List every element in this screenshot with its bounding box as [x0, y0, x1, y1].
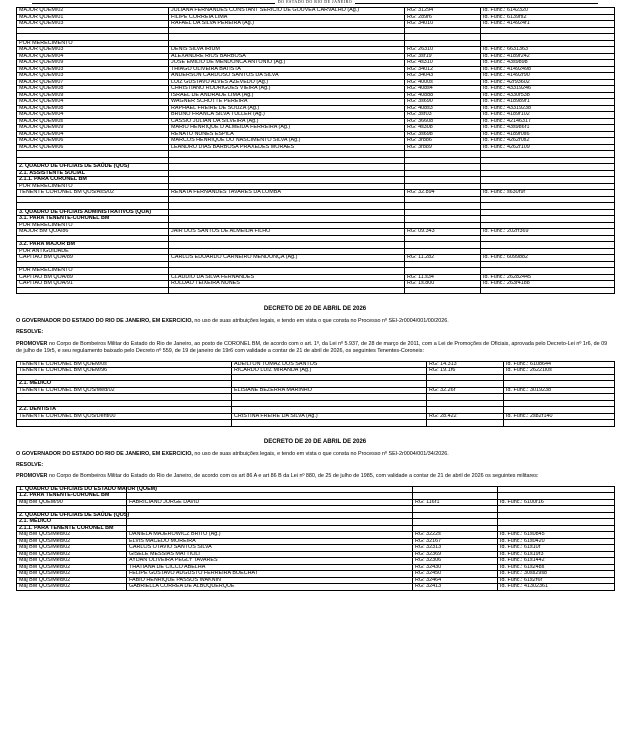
table-cell: Id. Func.: 6631363 [481, 47, 615, 54]
table-cell: ALEXANDRE RIOS BARBOSA [169, 53, 405, 60]
table-cell: 2.1.1. PARA CORONEL BM [17, 177, 169, 184]
table-cell: 1.2. PARA TENENTE-CORONEL BM [17, 493, 127, 500]
table-cell: Id. Func.: 26221l0s [504, 368, 615, 375]
table-cell: MAJOR QOEM/02 [17, 8, 169, 15]
table-cell: Id. Func.: 4189r102 [481, 112, 615, 119]
decree-2-resolve: RESOLVE: [16, 462, 44, 469]
table-cell: BRUNO FRANCA SILVA TULLER (Ag.) [169, 112, 405, 119]
table-cell: 2. QUADRO DE OFICIAIS DE SAÚDE (QOS) [17, 164, 169, 171]
table-cell: Id. Func.: 61s10r [498, 545, 615, 552]
table-cell: WAGNER SCHOTTE PEREIRA [169, 99, 405, 106]
table-cell: RG: 408s4 [405, 86, 481, 93]
table-cell: LEANDRO DIAS BARBOSA PRAXEDES MORAES [169, 144, 405, 151]
table-cell: Id. Func.: s630r9r [481, 190, 615, 197]
table-cell: Id. Func.: 43319238 [481, 105, 615, 112]
decree-1-intro: O GOVERNADOR DO ESTADO DO RIO DE JANEIRO, EM EXERCICIO, no uso de suas atribuições legais, e tendo em vista o que consta no Processo nº SEI-2r0004/001/00/2026. [16, 318, 449, 324]
table-cell: Maj BM QOEM/90 [17, 499, 127, 506]
table-cell: Id. Func.: 4262r109 [481, 144, 615, 151]
table-cell: RG: 28.422 [427, 413, 504, 420]
table-cell: RG: 3222s [413, 532, 498, 539]
table-cell: 2.1. MÉDICO [17, 519, 127, 526]
table-cell: TENENTE CORONEL BM QOS/AsS/02 [17, 190, 169, 197]
table-cell: Id. Func.: 43s9898 [481, 60, 615, 67]
table-cell: Id. Func.: 3019238 [504, 387, 615, 394]
table-cell: CHRISTIANO RODRIGUES VIEIRA (Ag.) [169, 86, 405, 93]
table-cell: MAJOR QOEM/08 [17, 105, 169, 112]
table-cell: Id. Func.: 2s82r140 [504, 413, 615, 420]
table-cell: RG: 34012 [405, 66, 481, 73]
table-cell: RAPHAEL FREIRE DE SOUZA (Ag.) [169, 105, 405, 112]
table-cell: RG: 32313 [413, 545, 498, 552]
table-cell: Id. Func.: 4262r0s2 [481, 138, 615, 145]
table-cell: Maj BM QOS/Méd/02 [17, 532, 127, 539]
table-cell: ADEILTON TOMAZ DOS SANTOS [232, 361, 427, 368]
decree-1-resolve: RESOLVE: [16, 329, 44, 336]
decree-2-body: PROMOVER no Corpo de Bombeiros Militar do Estado do Rio de Janeiro, de acordo com os art 86 A e art 86 B da Lei nº 880, de 25 de julho de 1985, com validade a contar de 21 de abril de 2026 os seguintes militares: [16, 473, 539, 480]
table-cell: Id. Func.: 61s0420 [498, 538, 615, 545]
table-cell: POR MERECIMENTO [17, 268, 169, 275]
table-cell: Id. Func.: 43319246 [481, 86, 615, 93]
table-cell: Id. Func.: 418989r1 [481, 99, 615, 106]
table-cell: RG: 408s3 [405, 105, 481, 112]
table-cell: RAFAEL DA SILVA PEREIRA (Ag.) [169, 21, 405, 28]
table-cell: RG: 32464 [413, 577, 498, 584]
table-cell: Id. Func.: 6139rs2 [481, 14, 615, 21]
table-cell: MAJOR QOEM/03 [17, 47, 169, 54]
table-cell: Maj BM QOS/Méd/02 [17, 551, 127, 558]
table-cell: CARLOS EDUARDO CARNEIRO MENDONÇA (Ag.) [169, 255, 405, 262]
table-cell: CLAUDIO DA SILVA FERNANDES [169, 274, 405, 281]
table-cell: ANDERSON CARDOSO SANTOS DA SILVA [169, 73, 405, 80]
table-cell: 2. QUADRO DE OFICIAIS DE SAÚDE (QOS) [17, 512, 127, 519]
table-cell: MAJOR QOEM/06 [17, 144, 169, 151]
table-cell: MAJOR QOEM/08 [17, 86, 169, 93]
table-cell: RG: 14.313 [427, 361, 504, 368]
table-cell: Maj BM QOS/Méd/02 [17, 584, 127, 591]
table-cell: RG: 31294 [405, 8, 481, 15]
table-cell [17, 287, 169, 294]
table-cell: Id. Func.: 414924r1 [481, 21, 615, 28]
table-row [17, 287, 615, 294]
table-row [17, 413, 615, 420]
table-cell: RG: 4s310 [405, 60, 481, 67]
table-cell: MAJOR QOEM/0s [17, 118, 169, 125]
table-cell: GISELE MESSIAS MATTIOLI [127, 551, 413, 558]
table-cell: MAJOR QOEM/09 [17, 92, 169, 99]
table-cell: Id. Func.: 4189r242 [481, 53, 615, 60]
table-cell: RG: 116r1 [413, 499, 498, 506]
table-cell: RG: 3s690 [405, 99, 481, 106]
table-cell: RG: 32430 [413, 564, 498, 571]
table-cell: MAJOR QOEM/03 [17, 21, 169, 28]
table-cell: 2.1. ASSISTENTE SOCIAL [17, 170, 169, 177]
table-cell: Maj BM QOS/Méd/02 [17, 564, 127, 571]
table-cell [232, 420, 427, 427]
table-cell: LUIZ GUSTAVO ALVES AZEVEDO (Ag.) [169, 79, 405, 86]
table-cell: RG: 09.343 [405, 229, 481, 236]
table-cell: CASSIO JULIAN DA SILVEIRA (Ag.) [169, 118, 405, 125]
decree-2-title: DECRETO DE 20 DE ABRIL DE 2026 [263, 438, 367, 445]
table-cell: TENENTE CORONEL BM QOS/Dent/00 [17, 413, 232, 420]
table-cell: Id. Func.: 43s986r1 [481, 125, 615, 132]
table-cell: RG: 3sr19 [405, 53, 481, 60]
table-cell: 2.1.1. PARA TENENTE CORONEL BM [17, 525, 127, 532]
table-cell: CRISTINA FREIRE DA SILVA (Ag.) [232, 413, 427, 420]
table-cell: ROLDAO TEIXEIRA NUNES [169, 281, 405, 288]
table-cell: Id. Func.: 30ss29s8 [498, 571, 615, 578]
table-cell: RG: 32413 [413, 584, 498, 591]
masthead [16, 0, 614, 7]
table-cell: RG: 3r886 [405, 138, 481, 145]
table-cell: RG: 19.1r6 [427, 368, 504, 375]
table-cell: RG: 4s308 [405, 125, 481, 132]
table-cell [504, 420, 615, 427]
table-cell: RG: 32306 [413, 558, 498, 565]
table-cell: MAJOR QOEM/03 [17, 73, 169, 80]
table-cell: 2.2. DENTISTA [17, 407, 232, 414]
table-cell: RG: 3sr03 [405, 112, 481, 119]
table-cell: THIAGO OLIVEIRA BATISTA [169, 66, 405, 73]
table-cell: RG: 289r6 [405, 14, 481, 21]
table-cell: Maj BM QOS/Méd/02 [17, 571, 127, 578]
table-cell: GABRIELLA CORREA DE ALBUQUERQUE [127, 584, 413, 591]
table-cell: Id. Func.: 61s2r6r [498, 577, 615, 584]
table-cell [481, 287, 615, 294]
table-cell: ELVIS MACEDO MOREIRA [127, 538, 413, 545]
table-cell: CARLOS OTAVIO SANTOS SILVA [127, 545, 413, 552]
table-cell: RENATA FERNANDES TAVARES DA LOMBA [169, 190, 405, 197]
table-cell: CAPITAO BM QOA/89 [17, 274, 169, 281]
table-cell: Id. Func.: 41492r90 [481, 73, 615, 80]
table-cell: Id. Func.: 6142320 [481, 8, 615, 15]
table-cell: RG: 3r889 [405, 144, 481, 151]
table-cell: MARCOS HENRIQUE DO NASCIMENTO SILVA (Ag.) [169, 138, 405, 145]
masthead-title: DO ESTADO DO RIO DE JANEIRO [16, 0, 614, 4]
table-cell [17, 420, 232, 427]
table-cell: THATIANA DE CICCO ABELHA [127, 564, 413, 571]
table-cell: TENENTE CORONEL BM QOEM/96 [17, 368, 232, 375]
table-cell: MAJOR QOEM/09 [17, 125, 169, 132]
table-cell [405, 287, 481, 294]
table-cell: FELIPE GUSTAVO AUGUSTO FERREIRA BOECHAT [127, 571, 413, 578]
table-cell: TENENTE CORONEL BM QOS/Méd/02 [17, 387, 232, 394]
table-cell: RG: 3s698 [405, 131, 481, 138]
table-cell: MAJOR BM QOA/86 [17, 229, 169, 236]
table-cell: FABRICIANO JORGE DAVID [127, 499, 413, 506]
table-cell: Id. Func.: 61s248s [498, 564, 615, 571]
table-cell: RICARDO LUIZ MIRANDA (Ag.) [232, 368, 427, 375]
table-cell: RG: 26310 [405, 47, 481, 54]
table-cell: RG: 11.s34 [405, 274, 481, 281]
decree-1-title: DECRETO DE 20 DE ABRIL DE 2026 [263, 306, 367, 312]
table-cell: Maj BM QOS/Méd/02 [17, 545, 127, 552]
table-cell: Maj BM QOS/Méd/02 [17, 577, 127, 584]
table-cell: RG: 32.26r [427, 387, 504, 394]
table-cell: JOSE EMILIO DE MENDONCA ANTONIO (Ag.) [169, 60, 405, 67]
table-cell: 3.2. PARA MAJOR BM [17, 242, 169, 249]
table-row [17, 420, 615, 427]
table-cell: JULIANA FERNANDES CONSTANT SERICIO DE GOUVEA CARVALHO (Ag.) [169, 8, 405, 15]
table-cell: Id. Func.: 26282445 [481, 274, 615, 281]
table-cell: MAJOR QOEM/04 [17, 53, 169, 60]
table-cell: 3. QUADRO DE OFICIAIS ADMINISTRATIVOS (QOA) [17, 209, 169, 216]
table-cell: RG: 1s.800 [405, 281, 481, 288]
table-cell: RG: 4000s [405, 79, 481, 86]
promotion-table-1 [16, 7, 615, 294]
table-cell: RG: 40888 [405, 92, 481, 99]
promotion-table-2 [16, 361, 615, 427]
table-cell: 3.1. PARA TENENTE-CORONEL BM [17, 216, 169, 223]
table-cell: MAJOR QOEM/09 [17, 60, 169, 67]
table-cell: ISRAEL DE ANDRADE LIMA (Ag.) [169, 92, 405, 99]
table-cell: RG: 34043 [405, 73, 481, 80]
table-cell: POR MERECIMENTO [17, 222, 169, 229]
table-cell: Id. Func.: 4330r538 [481, 92, 615, 99]
table-cell: POR MERECIMENTO [17, 183, 169, 190]
table-cell: Id. Func.: 6100r16 [498, 499, 615, 506]
table-cell: DENIS SILVA IRIUM [169, 47, 405, 54]
table-cell: Id. Func.: 6099882 [481, 255, 615, 262]
table-cell: RG: 11.282 [405, 255, 481, 262]
table-cell: RG: 32.894 [405, 190, 481, 197]
table-cell: AYDAN OLIVEIRA PEGLY TAVARES [127, 558, 413, 565]
table-cell: Maj BM QOS/Méd/02 [17, 558, 127, 565]
table-cell: POR MERECIMENTO [17, 40, 169, 47]
table-cell: ELISIANE BEZERRA MARINHO [232, 387, 427, 394]
table-cell: RENATO NUNES ESPILA [169, 131, 405, 138]
decree-1-body: PROMOVER no Corpo de Bombeiros Militar do Estado do Rio de Janeiro, ao posto de CORONEL BM, de acordo com o art. 1º, da Lei nº 5.937, de 28 de março de 2011, com a Lei de Promoções de Oficiais, aprovada pelo Decreto-Lei nº 1r6, de 09 de julho de 19r5, e seu regulamento baixado pelo Decreto nº 559, de 19 de janeiro de 19r6 com validade a contar de 21 de abril de 2026, os seguintes Tenentes-Coroneis: [16, 340, 608, 355]
table-cell: Maj BM QOS/Méd/02 [17, 538, 127, 545]
table-cell: CAPITAO BM QOA/91 [17, 281, 169, 288]
table-cell: Id. Func.: 61s0845 [498, 532, 615, 539]
table-cell: RG: 32369 [413, 551, 498, 558]
table-cell: Id. Func.: 6108644 [504, 361, 615, 368]
table-cell: MARIO HENRIQUE D ALMEIDA FERREIRA (Ag.) [169, 125, 405, 132]
table-cell: MAJOR QOEM/03 [17, 66, 169, 73]
table-cell: Id. Func.: 42r93602 [481, 79, 615, 86]
table-cell: MAJOR QOEM/04 [17, 99, 169, 106]
table-cell [169, 287, 405, 294]
table-cell: RG: 32167 [413, 538, 498, 545]
table-cell: MAJOR QOEM/04 [17, 131, 169, 138]
table-cell: TENENTE CORONEL BM QOEM/0s [17, 361, 232, 368]
decree-2-intro: O GOVERNADOR DO ESTADO DO RIO DE JANEIRO, EM EXERCICIO, no uso de suas atribuições legais, e tendo em vista o que consta no Processo nº SEI-2r0004/001/34/2026. [16, 450, 449, 457]
table-cell: RG: 32450 [413, 571, 498, 578]
table-cell: FABIO HENRIQUE PASSOS WAKNIN [127, 577, 413, 584]
table-cell: Id. Func.: 61s1442 [498, 558, 615, 565]
table-cell: Id. Func.: 41492498 [481, 66, 615, 73]
table-cell: Id. Func.: 202rr369 [481, 229, 615, 236]
table-cell: MAJOR QOEM/04 [17, 112, 169, 119]
table-cell: JAIR DOS SANTOS DE ALMEIDA FILHO [169, 229, 405, 236]
table-cell: MAJOR QOEM/07 [17, 79, 169, 86]
table-cell: RG: 34010 [405, 21, 481, 28]
table-cell: CAPITAO BM QOA/89 [17, 255, 169, 262]
table-cell: 2.1. MÉDICO [17, 381, 232, 388]
table-cell: DANIELA MAJEROWICZ BRITO (Ag.) [127, 532, 413, 539]
table-cell: FILIPE CORREIA LIMA [169, 14, 405, 21]
table-cell: Id. Func.: 41302361 [498, 584, 615, 591]
table-cell: 1. QUADRO DE OFICIAIS DO ESTADO MAIOR (QOEM) [17, 486, 127, 493]
table-cell: Id. Func.: 61s19r3 [498, 551, 615, 558]
table-cell: Id. Func.: 42146317 [481, 118, 615, 125]
table-cell: RG: 36608 [405, 118, 481, 125]
table-cell: Id. Func.: 263r4188 [481, 281, 615, 288]
table-cell [427, 420, 504, 427]
table-cell: MAJOR QOEM/01 [17, 14, 169, 21]
table-cell: MAJOR QOEM/06 [17, 138, 169, 145]
table-row [17, 584, 615, 591]
table-cell: Id. Func.: 4189r0s6 [481, 131, 615, 138]
promotion-table-3 [16, 486, 615, 591]
table-cell: POR ANTIGUIDADE [17, 248, 169, 255]
